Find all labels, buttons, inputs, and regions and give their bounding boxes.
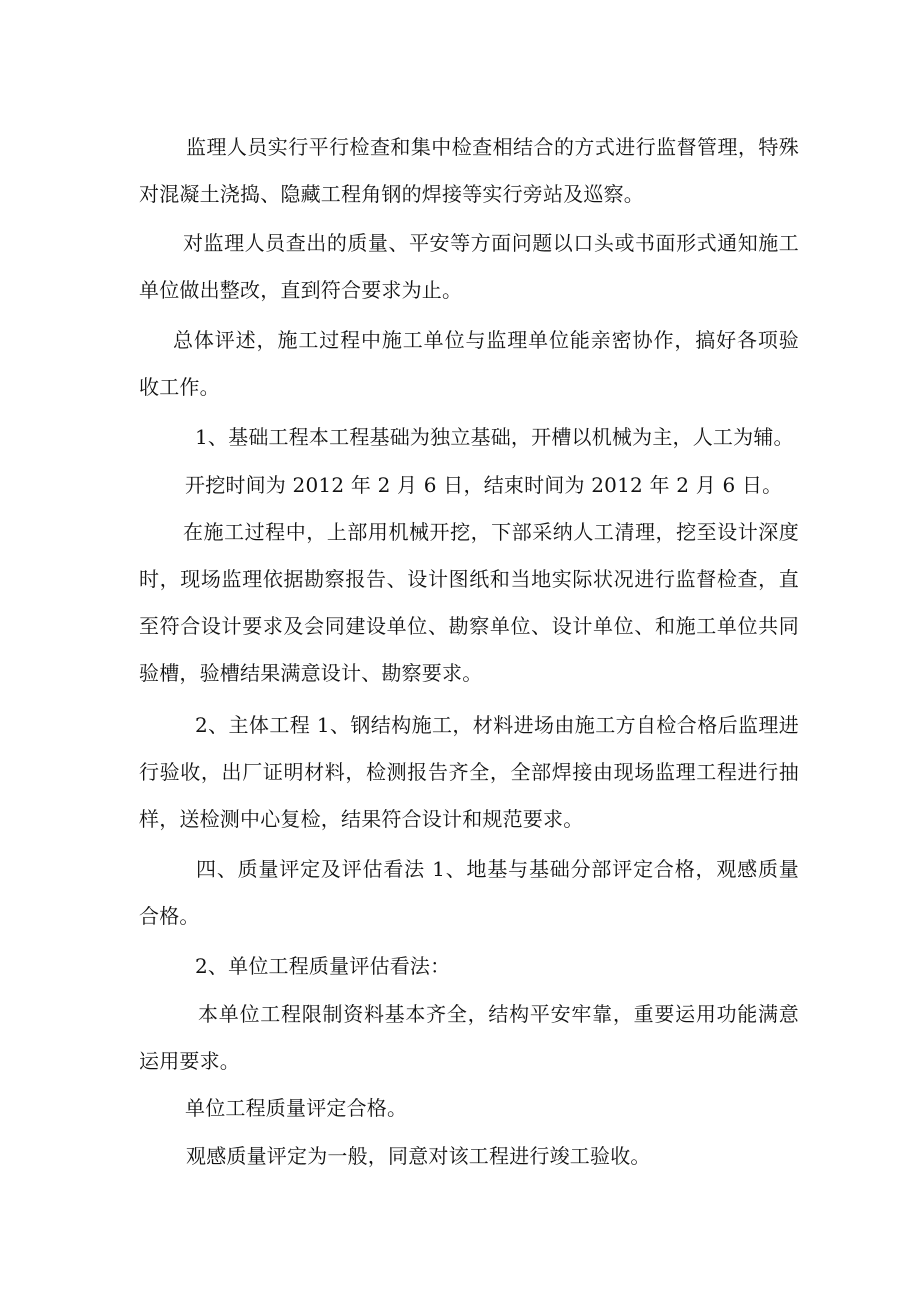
paragraph-main-structure: 2、主体工程 1、钢结构施工，材料进场由施工方自检合格后监理进行验收，出厂证明材料，检测报告齐全，全部焊接由现场监理工程进行抽样，送检测中心复检，结果符合设计和规范要求。 bbox=[139, 713, 799, 831]
paragraph-control-materials: 本单位工程限制资料基本齐全，结构平安牢靠，重要运用功能满意运用要求。 bbox=[139, 1002, 799, 1073]
paragraph-unit-evaluation-heading: 2、单位工程质量评估看法： bbox=[195, 954, 451, 978]
paragraph-supervision-method: 监理人员实行平行检查和集中检查相结合的方式进行监督管理，特殊对混凝土浇捣、隐藏工程角钢的焊接等实行旁站及巡察。 bbox=[139, 135, 799, 206]
paragraph-rectification-notice: 对监理人员查出的质量、平安等方面问题以口头或书面形式通知施工单位做出整改，直到符合要求为止。 bbox=[139, 231, 799, 302]
paragraph-foundation-work: 1、基础工程本工程基础为独立基础，开槽以机械为主，人工为辅。 bbox=[195, 425, 794, 449]
paragraph-excavation-dates: 开挖时间为 2012 年 2 月 6 日，结束时间为 2012 年 2 月 6 日。 bbox=[185, 473, 783, 497]
paragraph-construction-process: 在施工过程中，上部用机械开挖，下部采纳人工清理，挖至设计深度时，现场监理依据勘察报告、设计图纸和当地实际状况进行监督检查，直至符合设计要求及会同建设单位、勘察单位、设计单位、和施工单位共同验槽，验槽结果满意设计、勘察要求。 bbox=[139, 520, 799, 685]
paragraph-overall-review: 总体评述，施工过程中施工单位与监理单位能亲密协作，搞好各项验收工作。 bbox=[139, 328, 799, 399]
paragraph-unit-quality-qualified: 单位工程质量评定合格。 bbox=[185, 1096, 408, 1120]
paragraph-completion-acceptance: 观感质量评定为一般，同意对该工程进行竣工验收。 bbox=[186, 1144, 651, 1168]
paragraph-quality-assessment: 四、质量评定及评估看法 1、地基与基础分部评定合格，观感质量合格。 bbox=[139, 857, 799, 928]
